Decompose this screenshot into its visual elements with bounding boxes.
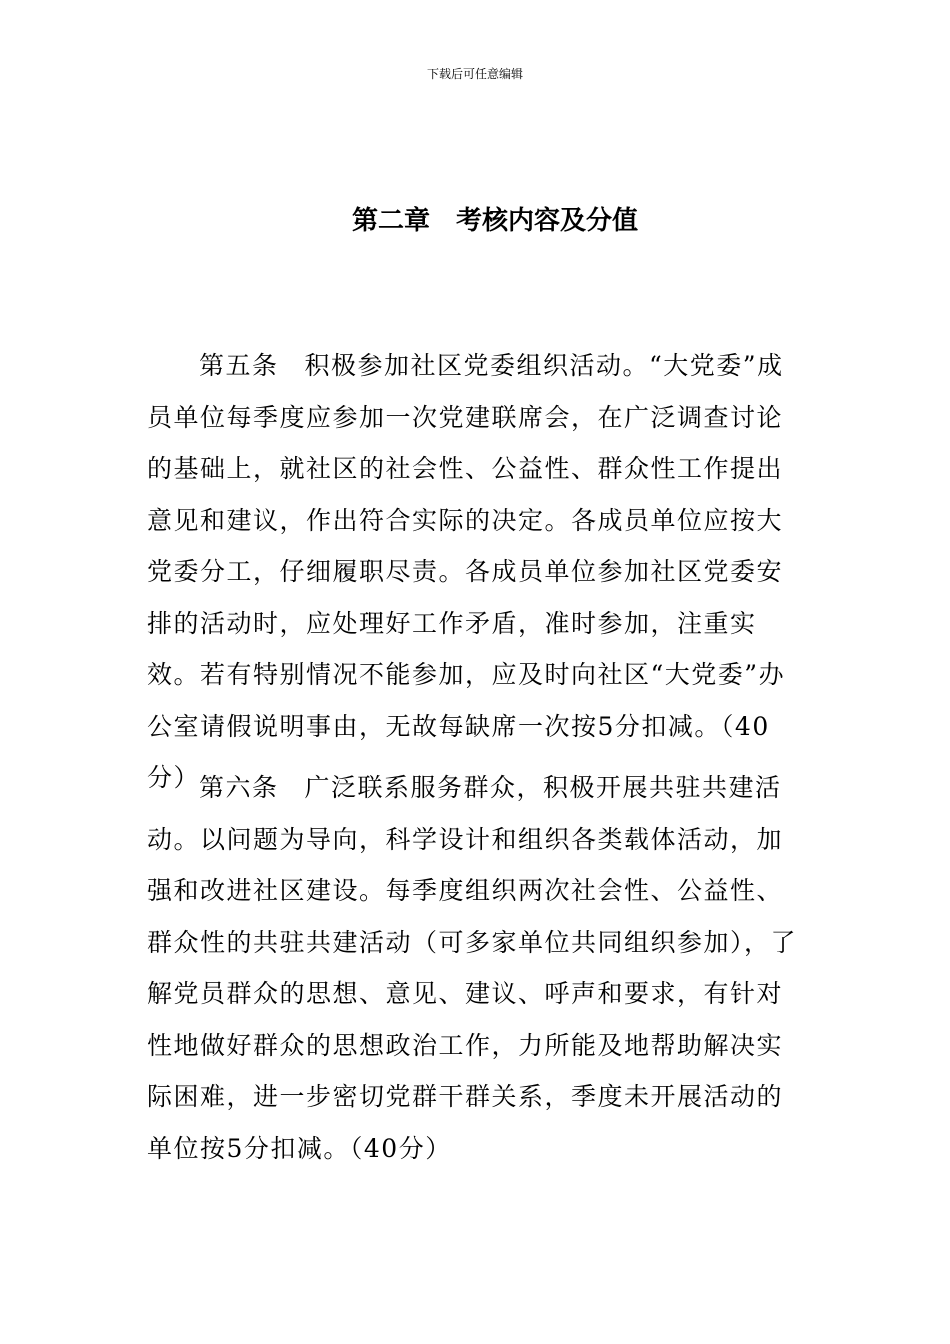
article-6-paragraph bbox=[147, 762, 807, 1174]
chapter-title: 第二章 考核内容及分值 bbox=[351, 206, 638, 236]
article-6-text: 广泛联系服务群众，积极开展共驻共建活动。以问题为导向，科学设计和组织各类载体活动，加强和改进社区建设。每季度组织两次社会性、公益性、群众性的共驻共建活动（可多家单位共同组织参加），了解党员群众的思想、意见、建议、呼声和要求，有针对性地做好群众的思想政治工作，力所能及地帮助解决实际困难，进一步密切党群干群关系，季度未开展活动的单位按5分扣减。（40分） bbox=[147, 773, 798, 1163]
article-6-label: 第六条 bbox=[199, 773, 279, 802]
article-5-text: 积极参加社区党委组织活动。“大党委”成员单位每季度应参加一次党建联席会，在广泛调查讨论的基础上，就社区的社会性、公益性、群众性工作提出意见和建议，作出符合实际的决定。各成员单位应按大党委分工，仔细履职尽责。各成员单位参加社区党委安排的活动时，应处理好工作矛盾，准时参加，注重实效。若有特别情况不能参加，应及时向社区“大党委”办公室请假说明事由，无故每缺席一次按5分扣减。（40分） bbox=[147, 351, 786, 792]
page-header-note: 下载后可任意编辑 bbox=[426, 67, 523, 81]
article-5-paragraph bbox=[147, 340, 807, 804]
article-5-label: 第五条 bbox=[199, 351, 279, 380]
